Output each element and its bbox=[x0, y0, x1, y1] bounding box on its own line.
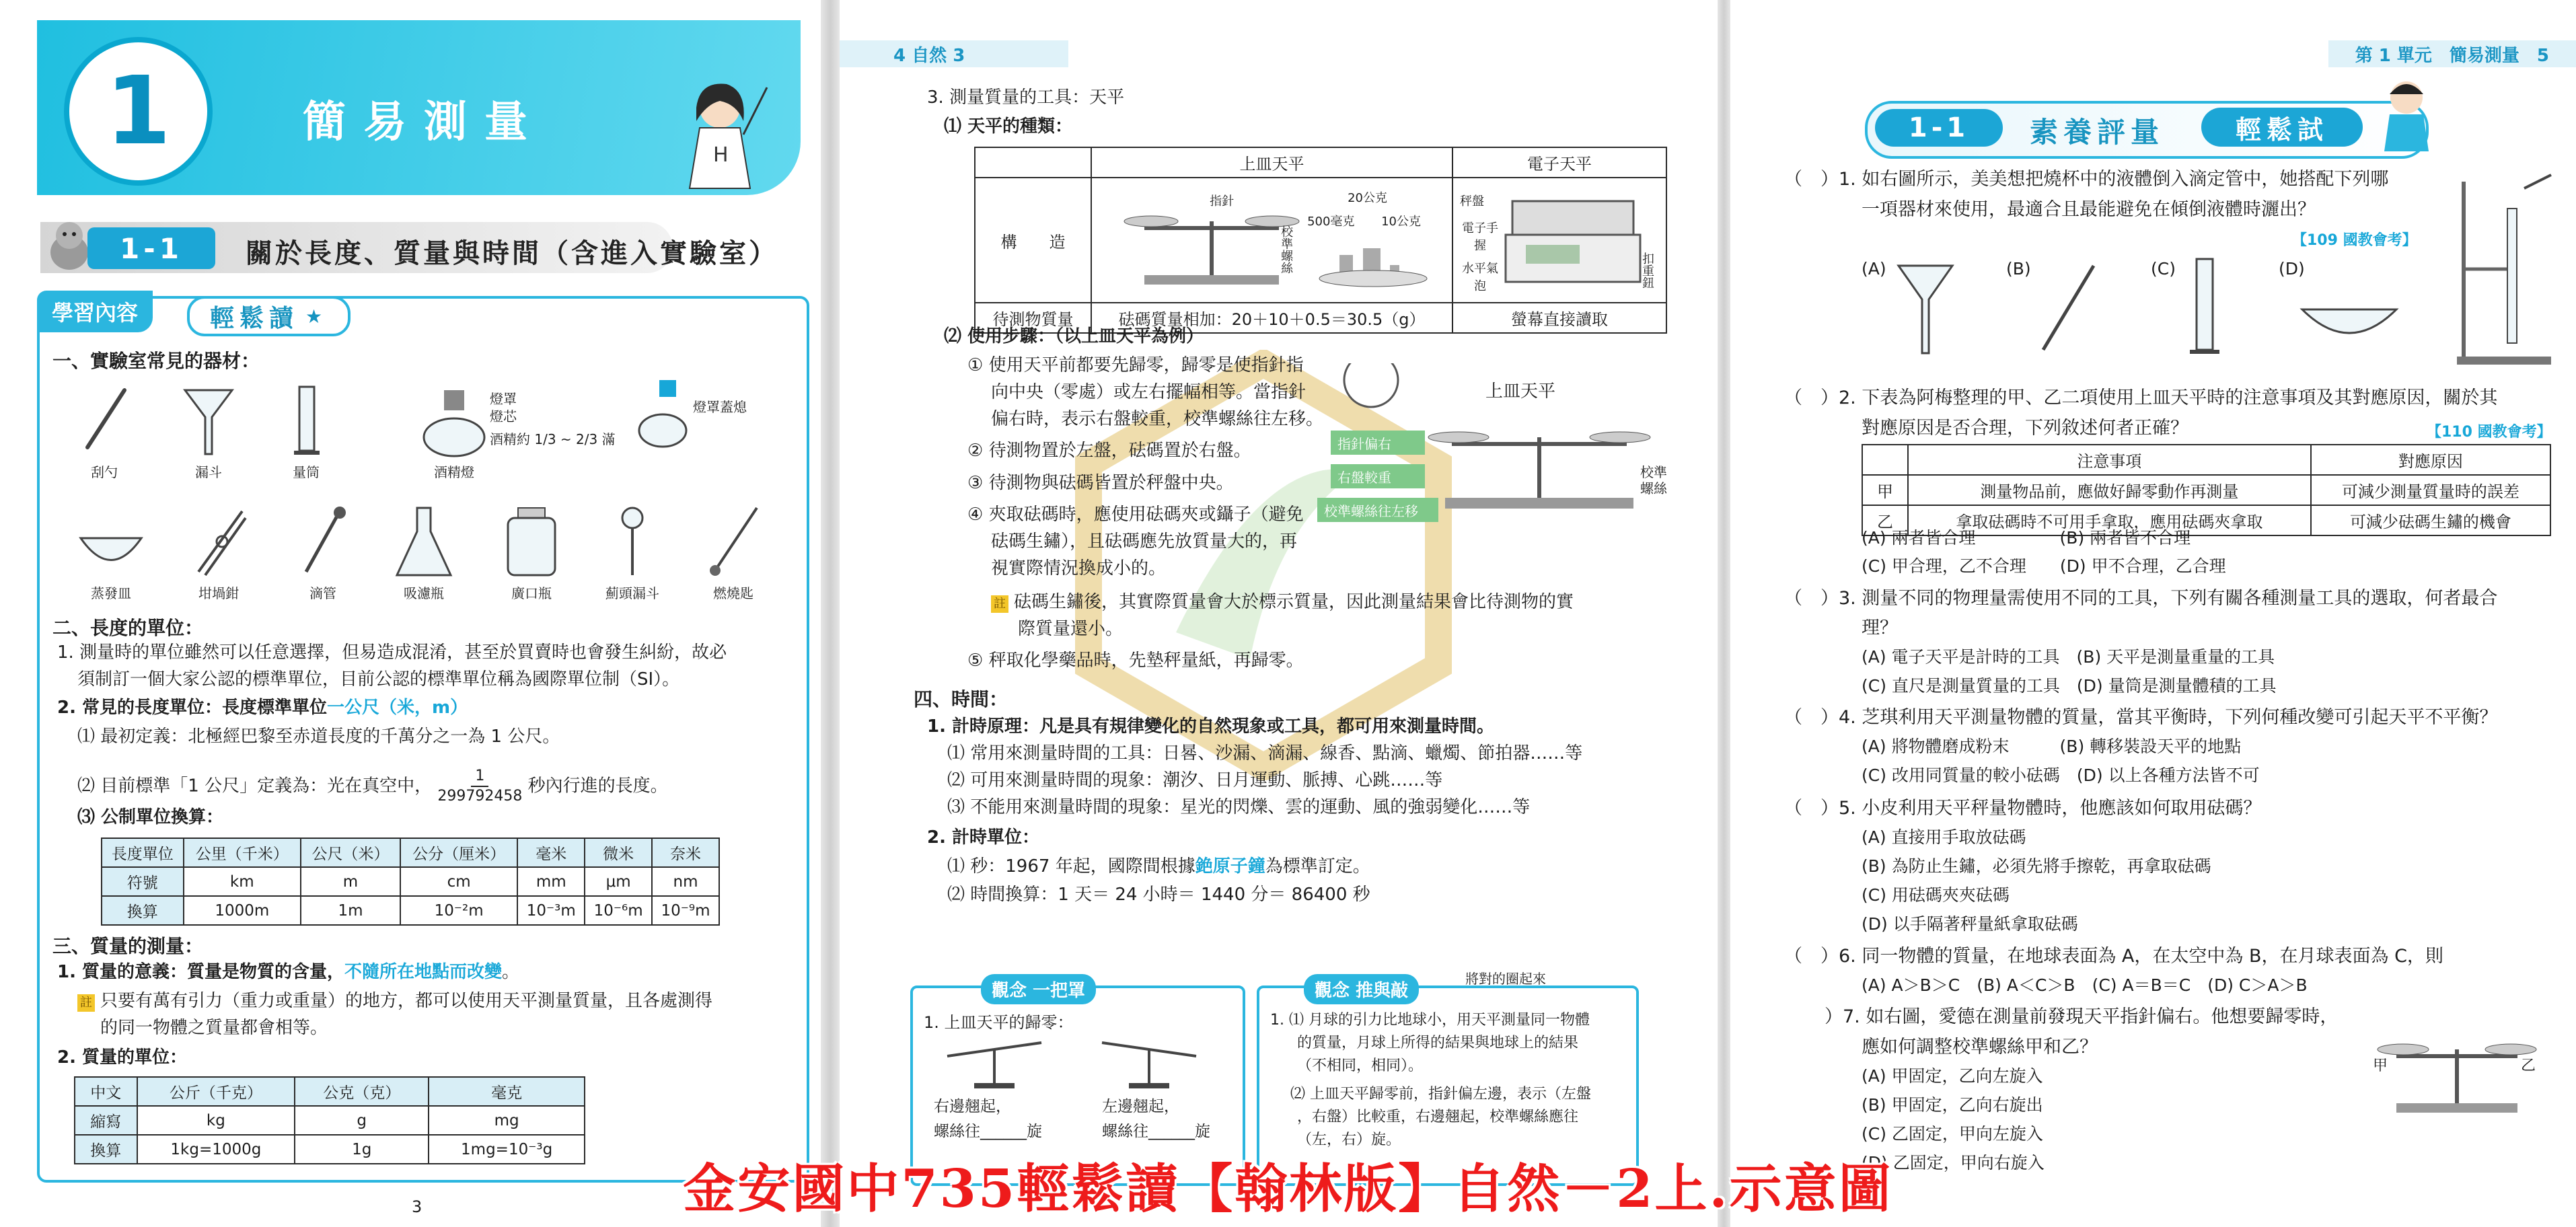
note-icon: 註 bbox=[77, 994, 95, 1012]
table-row bbox=[75, 1106, 585, 1135]
definition-2-pre: ⑵ 目前標準「1 公尺」定義為：光在真空中， bbox=[77, 776, 433, 796]
q7-option-a: (A) 甲固定，乙向左旋入 bbox=[1862, 1066, 2043, 1086]
table-header: 公分（厘米） bbox=[400, 838, 517, 867]
table-header: 公里（千米） bbox=[184, 838, 301, 867]
mass-units-title: 2. 質量的單位： bbox=[57, 1047, 188, 1068]
meter-highlight: 一公尺（米，m） bbox=[327, 698, 468, 718]
q1-option-b: (B) bbox=[2006, 259, 2031, 278]
table-header: 電子天平 bbox=[1452, 147, 1666, 178]
table-cell: 縮寫 bbox=[75, 1106, 137, 1135]
equip-lamp-cover bbox=[632, 377, 693, 451]
diagram-step-2: 右盤較重 bbox=[1337, 470, 1391, 486]
question-2-reference: 【110 國教會考】 bbox=[2427, 424, 2552, 441]
dropper-icon bbox=[296, 505, 350, 579]
table-cell: 1mg=10⁻³g bbox=[429, 1135, 585, 1164]
thistle-funnel-icon bbox=[609, 505, 656, 579]
definition-2 bbox=[77, 767, 668, 806]
page-gutter bbox=[821, 0, 840, 1227]
label-10g: 10公克 bbox=[1381, 215, 1422, 229]
table-cell: g bbox=[295, 1106, 429, 1135]
q7-option-c: (C) 乙固定，甲向左旋入 bbox=[1862, 1124, 2043, 1144]
equip-label: 吸濾瓶 bbox=[404, 585, 444, 601]
equip-crucible-tongs bbox=[185, 505, 252, 602]
q7-option-b: (B) 甲固定，乙向右旋出 bbox=[1862, 1095, 2043, 1115]
easy-read-label: 輕鬆讀 bbox=[210, 304, 299, 332]
chapter-title: 簡易測量 bbox=[303, 98, 545, 147]
diagram-title: 上皿天平 bbox=[1485, 381, 1556, 402]
label-pointer: 指針 bbox=[1210, 194, 1235, 209]
table-header: 對應原因 bbox=[2311, 445, 2550, 475]
table-row bbox=[975, 147, 1666, 178]
label-tare: 扣重鈕 bbox=[1640, 252, 1654, 289]
lamp-wick-label: 燈芯 bbox=[490, 408, 517, 424]
wide-mouth-bottle-icon bbox=[501, 505, 562, 579]
q1-option-a: (A) bbox=[1862, 259, 1886, 278]
fraction-numerator: 1 bbox=[471, 767, 488, 787]
table-header: 注意事項 bbox=[1908, 445, 2311, 475]
time-phenomena: ⑵ 可用來測量時間的現象：潮汐、日月運動、脈搏、心跳……等 bbox=[947, 770, 1443, 790]
heading-length: 二、長度的單位： bbox=[52, 617, 204, 639]
left-raised-label: 左邊翹起， bbox=[1102, 1098, 1179, 1115]
q5-option-b: (B) 為防止生鏽，必須先將手擦乾，再拿取砝碼 bbox=[1862, 856, 2211, 876]
time-principle: 1. 計時原理：凡是具有規律變化的自然現象或工具，都可用來測量時間。 bbox=[927, 716, 1495, 737]
diagram-step-1: 指針偏右 bbox=[1337, 436, 1391, 452]
mass-note-a bbox=[77, 988, 712, 1014]
mass-meaning-post: 。 bbox=[502, 962, 520, 982]
equip-thistle-funnel bbox=[605, 505, 659, 602]
step-note-b: 際質量還小。 bbox=[1018, 619, 1124, 639]
table-header: 公斤（千克） bbox=[137, 1077, 295, 1106]
table-header: 上皿天平 bbox=[1091, 147, 1452, 178]
table-row bbox=[75, 1077, 585, 1106]
mass-note-a-text: 只要有萬有引力（重力或重量）的地方，都可以使用天平測量質量，且各處測得 bbox=[100, 991, 713, 1011]
svg-text:H: H bbox=[713, 143, 729, 167]
table-row bbox=[102, 867, 719, 896]
glass-rod-option-icon bbox=[2033, 262, 2100, 357]
question-7a: ）7. 如右圖，愛德在測量前發現天平指針偏右。他想要歸零時， bbox=[1825, 1006, 2339, 1027]
time-conversion: ⑵ 時間換算：1 天＝ 24 小時＝ 1440 分＝ 86400 秒 bbox=[947, 885, 1370, 905]
q5-option-c: (C) 用砝碼夾夾砝碼 bbox=[1862, 885, 2010, 905]
step-4b: 砝碼生鏽），且砝碼應先放質量大的，再 bbox=[991, 531, 1298, 552]
time-tools: ⑴ 常用來測量時間的工具：日晷、沙漏、滴漏、線香、點滴、蠟燭、節拍器……等 bbox=[947, 743, 1583, 764]
concept-2-line-3: （不相同，相同）。 bbox=[1297, 1057, 1424, 1074]
page-4 bbox=[840, 0, 1718, 1227]
label-level: 水平氣泡 bbox=[1462, 262, 1498, 293]
time-second-pre: ⑴ 秒：1967 年起，國際間根據 bbox=[947, 856, 1195, 877]
combustion-spoon-icon bbox=[703, 505, 764, 579]
table-header bbox=[975, 147, 1091, 178]
table-cell: 1kg=1000g bbox=[137, 1135, 295, 1164]
table-row bbox=[102, 838, 719, 867]
question-5: （ ）5. 小皮利用天平秤量物體時，他應該如何取用砝碼？ bbox=[1784, 798, 2262, 819]
table-cell: 1g bbox=[295, 1135, 429, 1164]
page-header: 4 自然 3 bbox=[840, 40, 1068, 67]
table-cell: 符號 bbox=[102, 867, 184, 896]
question-2a: （ ）2. 下表為阿梅整理的甲、乙二項使用上皿天平時的注意事項及其對應原因，關於其 bbox=[1784, 387, 2498, 408]
step-1b: 向中央（零處）或左右擺幅相等。當指針 bbox=[991, 382, 1307, 402]
equip-alcohol-lamp bbox=[417, 383, 491, 481]
equip-graduated-cylinder bbox=[286, 383, 326, 481]
fraction-denominator: 299792458 bbox=[437, 788, 523, 805]
question-3b: 理？ bbox=[1862, 618, 1898, 638]
question-3a: （ ）3. 測量不同的物理量需使用不同的工具，下列有關各種測量工具的選取，何者最合 bbox=[1784, 588, 2498, 609]
caption-banner: 金安國中735輕鬆讀【翰林版】自然－2上.示意圖 bbox=[683, 1158, 1893, 1220]
filter-flask-icon bbox=[394, 505, 454, 579]
label-500mg: 500毫克 bbox=[1307, 215, 1355, 229]
heading-mass: 三、質量的測量： bbox=[52, 935, 204, 957]
evaluation-title: 素養評量 bbox=[2030, 116, 2165, 149]
equip-label: 廣口瓶 bbox=[511, 585, 552, 601]
label-screw: 校準螺絲 bbox=[1279, 225, 1294, 274]
heading-equipment: 一、實驗室常見的器材： bbox=[52, 350, 260, 372]
q2-options-1: (A) 兩者皆合理 (B) 兩者皆不合理 bbox=[1862, 528, 2191, 548]
crucible-tongs-icon bbox=[185, 505, 252, 579]
question-7b: 應如何調整校準螺絲甲和乙？ bbox=[1862, 1037, 2098, 1057]
step-5: ⑤ 秤取化學藥品時，先墊秤量紙，再歸零。 bbox=[967, 650, 1304, 671]
concept-2-line-4: ⑵ 上皿天平歸零前，指針偏左邊，表示（左盤 bbox=[1290, 1086, 1591, 1103]
tilted-balances-icon bbox=[934, 1036, 1216, 1090]
table-cell: 換算 bbox=[102, 896, 184, 925]
q5-option-d: (D) 以手隔著秤量紙拿取砝碼 bbox=[1862, 914, 2078, 934]
question-2b: 對應原因是否合理，下列敘述何者正確？ bbox=[1862, 418, 2188, 439]
length-para-1b: 須制訂一個大家公認的標準單位，目前公認的標準單位稱為國際單位制（SI）。 bbox=[77, 669, 680, 690]
table-cell: mg bbox=[429, 1106, 585, 1135]
concept-box-2-hint: 將對的圈起來 bbox=[1465, 971, 1546, 987]
table-cell: 測量物品前，應做好歸零動作再測量 bbox=[1908, 475, 2311, 505]
lamp-cap-label: 燈罩 bbox=[490, 391, 517, 407]
section-number: 1-1 bbox=[87, 227, 215, 269]
page-number: 3 bbox=[412, 1197, 422, 1216]
q3-options-2: (C) 直尺是測量質量的工具 (D) 量筒是測量體積的工具 bbox=[1862, 676, 2277, 696]
q1-option-c: (C) bbox=[2151, 259, 2176, 278]
equip-label: 酒精燈 bbox=[434, 464, 474, 480]
step-4a: ④ 夾取砝碼時，應使用砝碼夾或鑷子（避免 bbox=[967, 505, 1304, 525]
concept-2-line-5: ，右盤）比較重，右邊翹起，校準螺絲應往 bbox=[1297, 1109, 1579, 1125]
q7-label-jia: 甲 bbox=[2373, 1057, 2388, 1074]
step-note-a bbox=[991, 589, 1574, 616]
equip-wide-mouth-bottle bbox=[501, 505, 562, 602]
evaporating-dish-icon bbox=[77, 518, 145, 579]
table-cell: 甲 bbox=[1862, 475, 1908, 505]
electronic-balance-diagram bbox=[1452, 178, 1666, 303]
time-second-post: 為標準訂定。 bbox=[1265, 856, 1370, 877]
table-row bbox=[1862, 475, 2550, 505]
q7-label-yi: 乙 bbox=[2521, 1057, 2536, 1074]
table-row bbox=[102, 896, 719, 925]
label-handle: 電子手握 bbox=[1462, 221, 1498, 253]
equip-filter-flask bbox=[394, 505, 454, 602]
q6-options: (A) A＞B＞C (B) A＜C＞B (C) A＝B＝C (D) C＞A＞B bbox=[1862, 975, 2308, 995]
concept-2-line-2: 的質量，月球上所得的結果與地球上的結果 bbox=[1297, 1035, 1579, 1051]
table-cell: 10⁻⁶m bbox=[585, 896, 652, 925]
step-note-a-text: 砝碼生鏽後，其實際質量會大於標示質量，因此測量結果會比待測物的實 bbox=[1014, 592, 1574, 612]
time-second bbox=[947, 853, 1370, 880]
q1-option-d: (D) bbox=[2279, 259, 2305, 278]
length-units-label: 2. 常見的長度單位：長度標準單位 bbox=[57, 698, 328, 718]
heading-time: 四、時間： bbox=[914, 688, 1008, 710]
table-header bbox=[1862, 445, 1908, 475]
step-1c: 偏右時，表示右盤較重，校準螺絲往左移。 bbox=[991, 409, 1324, 429]
table-header: 毫米 bbox=[517, 838, 585, 867]
concept-2-line-1: 1. ⑴ 月球的引力比地球小，用天平測量同一物體 bbox=[1270, 1012, 1590, 1029]
q3-options-1: (A) 電子天平是計時的工具 (B) 天平是測量重量的工具 bbox=[1862, 647, 2275, 667]
page-gutter bbox=[1718, 0, 1730, 1227]
cylinder-option-icon bbox=[2184, 256, 2225, 357]
fraction bbox=[437, 767, 522, 806]
funnel-option-icon bbox=[1895, 262, 1956, 357]
diagram-step-3: 校準螺絲往左移 bbox=[1324, 503, 1418, 519]
time-units: 2. 計時單位： bbox=[927, 827, 1040, 848]
equip-label: 薊頭漏斗 bbox=[605, 585, 659, 601]
right-screw-blank: 螺絲往______旋 bbox=[934, 1123, 1042, 1140]
evaluation-number: 1-1 bbox=[1875, 109, 2003, 147]
equip-label: 漏斗 bbox=[195, 464, 222, 480]
girl-illustration-icon bbox=[673, 74, 774, 195]
equip-spatula bbox=[74, 383, 135, 481]
balance-kinds-title: ⑴ 天平的種類： bbox=[944, 116, 1073, 137]
diagram-screw-label: 校準螺絲 bbox=[1640, 464, 1667, 496]
pan-balance-icon bbox=[1104, 181, 1440, 295]
right-raised-label: 右邊翹起， bbox=[934, 1098, 1011, 1115]
table-header: 奈米 bbox=[652, 838, 719, 867]
table-cell: 砝碼質量相加：20＋10＋0.5＝30.5（g） bbox=[1091, 303, 1452, 333]
tool-heading: 3. 測量質量的工具：天平 bbox=[927, 87, 1125, 108]
lamp-cover-icon bbox=[632, 377, 693, 451]
q4-options-2: (C) 改用同質量的較小砝碼 (D) 以上各種方法皆不可 bbox=[1862, 766, 2260, 785]
mass-note-b: 的同一物體之質量都會相等。 bbox=[100, 1018, 328, 1038]
equip-evaporating-dish bbox=[77, 518, 145, 602]
question-6: （ ）6. 同一物體的質量，在地球表面為 A，在太空中為 B，在月球表面為 C，則 bbox=[1784, 946, 2443, 967]
alcohol-lamp-icon bbox=[417, 383, 491, 457]
page-3 bbox=[0, 0, 821, 1227]
equip-funnel bbox=[178, 383, 239, 481]
definition-2-post: 秒內行進的長度。 bbox=[527, 776, 668, 796]
chapter-number-badge bbox=[64, 37, 213, 186]
spatula-icon bbox=[74, 383, 135, 457]
learning-content-tab: 學習內容 bbox=[37, 291, 153, 332]
boy-mascot-icon bbox=[2376, 74, 2437, 155]
graduated-cylinder-icon bbox=[286, 383, 326, 457]
label-pan: 秤盤 bbox=[1460, 194, 1484, 209]
step-1a: ① 使用天平前都要先歸零，歸零是使指針指 bbox=[967, 355, 1304, 375]
note-icon: 註 bbox=[991, 595, 1008, 613]
funnel-icon bbox=[178, 383, 239, 457]
question-1a: （ ）1. 如右圖所示，美美想把燒杯中的液體倒入滴定管中，她搭配下列哪 bbox=[1784, 169, 2389, 190]
steps-title: ⑵ 使用步驟：（以上皿天平為例） bbox=[944, 326, 1204, 346]
q7-option-d: (D) 乙固定，甲向右旋入 bbox=[1862, 1153, 2045, 1173]
table-cell: 拿取砝碼時不可用手拿取，應用砝碼夾拿取 bbox=[1908, 505, 2311, 535]
table-header: 公克（克） bbox=[295, 1077, 429, 1106]
mass-meaning-highlight: 不隨所在地點而改變 bbox=[344, 962, 503, 982]
table-header: 公尺（米） bbox=[301, 838, 400, 867]
table-cell: 可減少砝碼生鏽的機會 bbox=[2311, 505, 2550, 535]
equip-label: 刮勺 bbox=[91, 464, 118, 480]
table-header: 中文 bbox=[75, 1077, 137, 1106]
time-non-phenomena: ⑶ 不能用來測量時間的現象：星光的閃爍、雲的運動、風的強弱變化……等 bbox=[947, 797, 1531, 817]
table-cell: 乙 bbox=[1862, 505, 1908, 535]
lamp-fraction: 1/3 ~ 2/3 bbox=[534, 431, 598, 447]
table-cell: kg bbox=[137, 1106, 295, 1135]
table-header: 長度單位 bbox=[102, 838, 184, 867]
length-unit-table bbox=[101, 838, 720, 926]
concept-2-line-6: （左，右）旋。 bbox=[1297, 1131, 1401, 1148]
table-cell: 10⁻⁹m bbox=[652, 896, 719, 925]
easy-read-badge bbox=[187, 296, 351, 336]
step-2: ② 待測物置於左盤，砝碼置於右盤。 bbox=[967, 441, 1251, 461]
equip-label: 蒸發皿 bbox=[91, 585, 131, 601]
step-3: ③ 待測物與砝碼皆置於秤盤中央。 bbox=[967, 473, 1234, 493]
pan-balance-diagram bbox=[1091, 178, 1452, 303]
equip-label: 量筒 bbox=[293, 464, 320, 480]
page-5 bbox=[1730, 0, 2576, 1227]
question-4: （ ）4. 芝琪利用天平測量物體的質量，當其平衡時，下列何種改變可引起天平不平衡？ bbox=[1784, 707, 2498, 728]
table-cell: m bbox=[301, 867, 400, 896]
cesium-clock-highlight: 銫原子鐘 bbox=[1195, 856, 1265, 877]
step-4c: 視實際情況換成小的。 bbox=[991, 558, 1167, 579]
evaluation-tag: 輕鬆試 bbox=[2201, 108, 2363, 147]
q5-option-a: (A) 直接用手取放砝碼 bbox=[1862, 827, 2026, 847]
conversion-title: ⑶ 公制單位換算： bbox=[77, 807, 224, 827]
table-cell: 可減少測量質量時的誤差 bbox=[2311, 475, 2550, 505]
star-icon: ★ bbox=[305, 305, 328, 328]
table-header: 毫克 bbox=[429, 1077, 585, 1106]
lamp-alcohol-label bbox=[490, 431, 616, 448]
question-1b: 一項器材來使用，最適合且最能避免在傾倒液體時灑出？ bbox=[1862, 199, 2316, 220]
balance-table bbox=[974, 147, 1667, 334]
chapter-number: 1 bbox=[105, 57, 172, 166]
section-title: 關於長度、質量與時間（含進入實驗室） bbox=[246, 238, 778, 269]
table-cell: 待測物質量 bbox=[975, 303, 1091, 333]
table-cell: mm bbox=[517, 867, 585, 896]
lamp-full-text: 滿 bbox=[601, 431, 616, 447]
mass-meaning bbox=[57, 959, 519, 986]
notes-table bbox=[1862, 444, 2551, 536]
lamp-alcohol-text: 酒精約 bbox=[490, 431, 530, 447]
equip-dropper bbox=[296, 505, 350, 602]
equip-label: 坩堝鉗 bbox=[198, 585, 239, 601]
table-cell: μm bbox=[585, 867, 652, 896]
concept-box-1-question: 1. 上皿天平的歸零： bbox=[924, 1013, 1074, 1032]
table-cell: 1000m bbox=[184, 896, 301, 925]
length-para-1a: 1. 測量時的單位雖然可以任意選擇，但易造成混淆，甚至於買賣時也會發生糾紛，故必 bbox=[57, 642, 727, 663]
table-row bbox=[1862, 445, 2550, 475]
equip-label: 燃燒匙 bbox=[713, 585, 753, 601]
table-header: 微米 bbox=[585, 838, 652, 867]
definition-1: ⑴ 最初定義：北極經巴黎至赤道長度的千萬分之一為 1 公尺。 bbox=[77, 727, 560, 747]
table-cell: 換算 bbox=[75, 1135, 137, 1164]
q7-balance-icon bbox=[2369, 1009, 2544, 1123]
table-cell: 螢幕直接讀取 bbox=[1452, 303, 1666, 333]
left-screw-blank: 螺絲往______旋 bbox=[1102, 1123, 1210, 1140]
length-para-2 bbox=[57, 694, 468, 721]
equip-combustion-spoon bbox=[703, 505, 764, 602]
table-cell: 10⁻²m bbox=[400, 896, 517, 925]
label-20g: 20公克 bbox=[1348, 191, 1388, 205]
table-cell: 構 造 bbox=[975, 178, 1091, 303]
mass-meaning-pre: 1. 質量的意義：質量是物質的含量， bbox=[57, 962, 345, 982]
page-header: 第 1 單元 簡易測量 5 bbox=[2328, 40, 2576, 67]
q4-options-1: (A) 將物體磨成粉末 (B) 轉移裝設天平的地點 bbox=[1862, 737, 2242, 756]
table-cell: km bbox=[184, 867, 301, 896]
evaporating-dish-option-icon bbox=[2295, 296, 2403, 350]
table-row bbox=[975, 178, 1666, 303]
burette-setup-icon bbox=[2437, 168, 2558, 370]
concept-box-2-tab: 觀念 推與敲 bbox=[1304, 974, 1419, 1004]
cat-mascot-icon bbox=[46, 215, 93, 276]
table-cell: 10⁻³m bbox=[517, 896, 585, 925]
lamp-cover-label: 燈罩蓋熄 bbox=[693, 399, 747, 415]
question-1-reference: 【109 國教會考】 bbox=[2292, 232, 2417, 249]
table-cell: 1m bbox=[301, 896, 400, 925]
table-cell: nm bbox=[652, 867, 719, 896]
q2-options-2: (C) 甲合理，乙不合理 (D) 甲不合理，乙合理 bbox=[1862, 556, 2226, 576]
table-cell: cm bbox=[400, 867, 517, 896]
concept-box-1-tab: 觀念 一把罩 bbox=[981, 974, 1096, 1004]
equip-label: 滴管 bbox=[309, 585, 336, 601]
